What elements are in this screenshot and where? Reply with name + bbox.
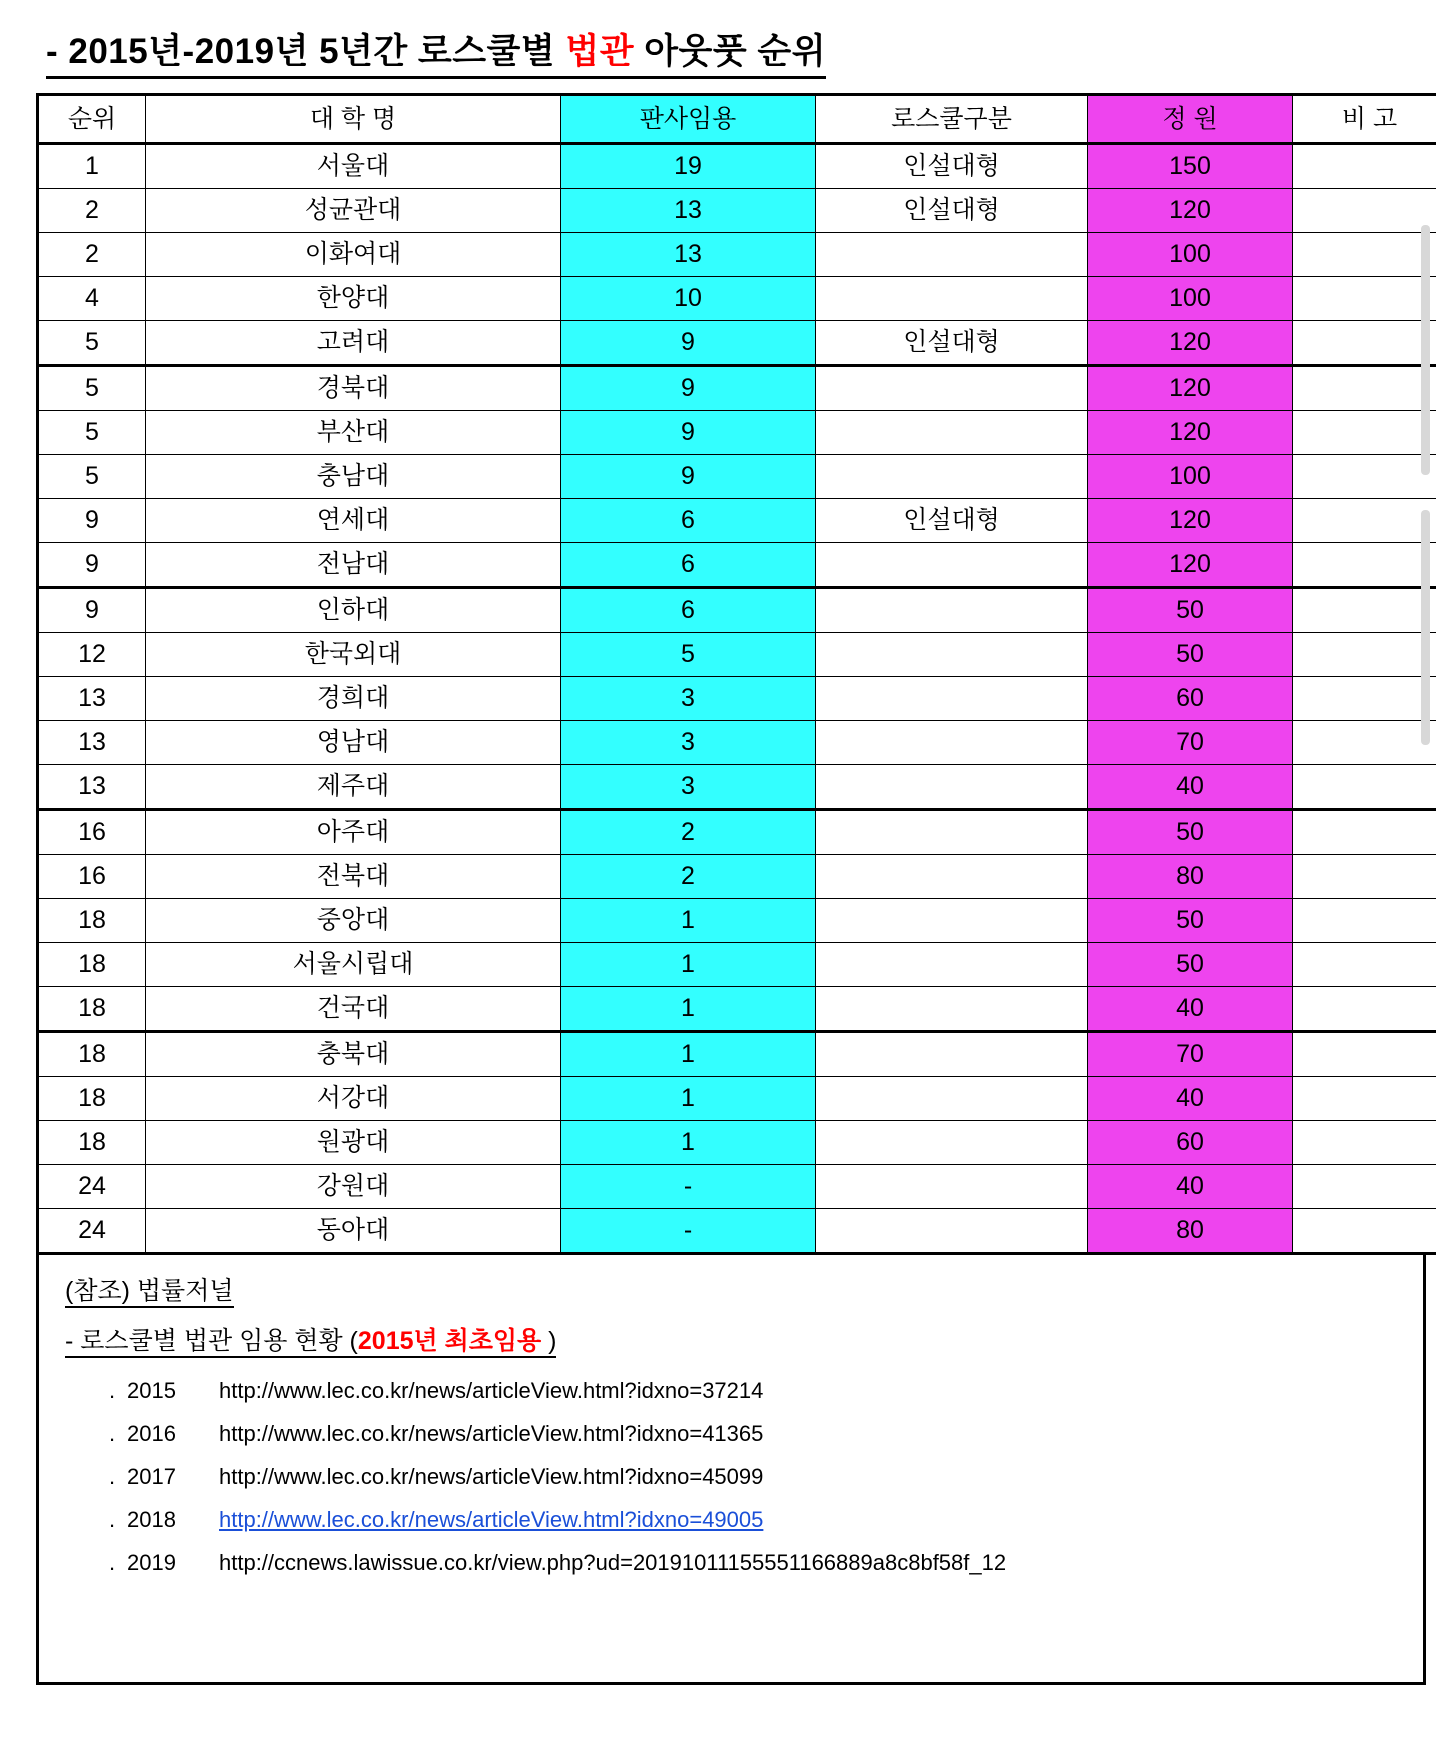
cell-judge: 9	[561, 411, 816, 455]
cell-note	[1293, 321, 1436, 366]
reference-box	[36, 1255, 1426, 1685]
cell-rank: 24	[38, 1165, 146, 1209]
cell-school-type	[816, 277, 1088, 321]
table-row	[38, 943, 1436, 987]
cell-quota: 50	[1088, 943, 1293, 987]
cell-rank: 5	[38, 455, 146, 499]
table-row	[38, 1165, 1436, 1209]
table-row	[38, 987, 1436, 1032]
cell-rank: 18	[38, 1121, 146, 1165]
cell-note	[1293, 677, 1436, 721]
cell-rank: 16	[38, 810, 146, 855]
title-prefix: - 2015년-2019년 5년간 로스쿨별	[46, 32, 566, 71]
reference-link[interactable]: http://ccnews.lawissue.co.kr/view.php?ud=20191011155551166889a8c8bf58f_12	[219, 1550, 1007, 1575]
cell-judge: -	[561, 1165, 816, 1209]
cell-note	[1293, 943, 1436, 987]
cell-school-type	[816, 543, 1088, 588]
document-title	[18, 14, 1418, 93]
reference-link[interactable]: http://www.lec.co.kr/news/articleView.html?idxno=41365	[219, 1421, 764, 1446]
cell-quota: 100	[1088, 455, 1293, 499]
header-school-type: 로스쿨구분	[816, 95, 1088, 144]
cell-university: 원광대	[146, 1121, 561, 1165]
cell-school-type	[816, 899, 1088, 943]
cell-school-type	[816, 987, 1088, 1032]
cell-judge: 2	[561, 855, 816, 899]
cell-university: 경북대	[146, 366, 561, 411]
cell-note	[1293, 144, 1436, 189]
cell-note	[1293, 1032, 1436, 1077]
reference-subtitle-highlight: 2015년 최초임용	[358, 1327, 541, 1358]
cell-university: 영남대	[146, 721, 561, 765]
page-title	[46, 24, 826, 79]
cell-quota: 50	[1088, 899, 1293, 943]
title-suffix: 아웃풋 순위	[634, 32, 827, 71]
cell-university: 이화여대	[146, 233, 561, 277]
table-row	[38, 588, 1436, 633]
cell-note	[1293, 633, 1436, 677]
link-year: 2017	[127, 1464, 176, 1489]
cell-university: 경희대	[146, 677, 561, 721]
cell-school-type	[816, 1165, 1088, 1209]
title-highlight: 법관	[565, 32, 635, 71]
table-row	[38, 1209, 1436, 1254]
cell-rank: 18	[38, 899, 146, 943]
cell-school-type	[816, 233, 1088, 277]
reference-link[interactable]: http://www.lec.co.kr/news/articleView.html?idxno=37214	[219, 1378, 764, 1403]
cell-school-type: 인설대형	[816, 321, 1088, 366]
header-quota: 정 원	[1088, 95, 1293, 144]
table-row	[38, 411, 1436, 455]
cell-quota: 120	[1088, 189, 1293, 233]
cell-judge: 19	[561, 144, 816, 189]
cell-university: 건국대	[146, 987, 561, 1032]
cell-note	[1293, 543, 1436, 588]
cell-quota: 150	[1088, 144, 1293, 189]
cell-rank: 2	[38, 189, 146, 233]
cell-university: 전남대	[146, 543, 561, 588]
reference-link-list	[39, 1369, 1423, 1584]
table-row	[38, 455, 1436, 499]
cell-university: 연세대	[146, 499, 561, 543]
cell-note	[1293, 455, 1436, 499]
cell-note	[1293, 1121, 1436, 1165]
cell-note	[1293, 899, 1436, 943]
cell-rank: 24	[38, 1209, 146, 1254]
list-item	[109, 1412, 1423, 1455]
cell-university: 전북대	[146, 855, 561, 899]
cell-judge: 9	[561, 455, 816, 499]
table-row	[38, 1077, 1436, 1121]
table-row	[38, 810, 1436, 855]
table-row	[38, 321, 1436, 366]
table-row	[38, 1032, 1436, 1077]
reference-subtitle-prefix: - 로스쿨별 법관 임용 현황 (	[65, 1327, 358, 1358]
cell-quota: 60	[1088, 1121, 1293, 1165]
table-row	[38, 189, 1436, 233]
cell-judge: 1	[561, 943, 816, 987]
cell-judge: 6	[561, 499, 816, 543]
cell-university: 충남대	[146, 455, 561, 499]
table-row	[38, 721, 1436, 765]
cell-university: 서강대	[146, 1077, 561, 1121]
cell-rank: 18	[38, 943, 146, 987]
table-body	[38, 144, 1436, 1254]
cell-judge: 2	[561, 810, 816, 855]
cell-school-type	[816, 588, 1088, 633]
cell-quota: 40	[1088, 1165, 1293, 1209]
cell-judge: 3	[561, 721, 816, 765]
law-school-rank-table	[36, 93, 1436, 1255]
header-note: 비 고	[1293, 95, 1436, 144]
table-row	[38, 233, 1436, 277]
cell-quota: 40	[1088, 765, 1293, 810]
cell-rank: 2	[38, 233, 146, 277]
cell-school-type	[816, 943, 1088, 987]
table-row	[38, 899, 1436, 943]
cell-quota: 120	[1088, 321, 1293, 366]
table-row	[38, 633, 1436, 677]
cell-rank: 13	[38, 765, 146, 810]
reference-link[interactable]: http://www.lec.co.kr/news/articleView.html?idxno=45099	[219, 1464, 764, 1489]
cell-quota: 50	[1088, 633, 1293, 677]
cell-university: 고려대	[146, 321, 561, 366]
cell-university: 강원대	[146, 1165, 561, 1209]
cell-university: 성균관대	[146, 189, 561, 233]
cell-rank: 13	[38, 677, 146, 721]
cell-quota: 120	[1088, 366, 1293, 411]
cell-judge: 1	[561, 899, 816, 943]
cell-quota: 120	[1088, 499, 1293, 543]
scroll-artifact-bottom	[1421, 510, 1430, 745]
reference-link[interactable]: http://www.lec.co.kr/news/articleView.html?idxno=49005	[219, 1507, 764, 1532]
cell-judge: 13	[561, 189, 816, 233]
table-head	[38, 95, 1436, 144]
cell-judge: 1	[561, 1077, 816, 1121]
cell-university: 아주대	[146, 810, 561, 855]
cell-quota: 70	[1088, 721, 1293, 765]
cell-university: 중앙대	[146, 899, 561, 943]
table-row	[38, 366, 1436, 411]
cell-judge: 1	[561, 987, 816, 1032]
cell-quota: 50	[1088, 588, 1293, 633]
cell-school-type	[816, 633, 1088, 677]
cell-school-type: 인설대형	[816, 189, 1088, 233]
cell-rank: 5	[38, 321, 146, 366]
cell-university: 한국외대	[146, 633, 561, 677]
table-row	[38, 499, 1436, 543]
cell-judge: 13	[561, 233, 816, 277]
cell-judge: 9	[561, 321, 816, 366]
cell-quota: 70	[1088, 1032, 1293, 1077]
table-row	[38, 277, 1436, 321]
bullet-dot: .	[109, 1421, 116, 1446]
cell-rank: 9	[38, 543, 146, 588]
cell-quota: 40	[1088, 987, 1293, 1032]
cell-school-type	[816, 1077, 1088, 1121]
cell-quota: 120	[1088, 411, 1293, 455]
cell-school-type	[816, 455, 1088, 499]
link-year: 2016	[127, 1421, 176, 1446]
cell-rank: 18	[38, 1077, 146, 1121]
cell-note	[1293, 810, 1436, 855]
table-row	[38, 765, 1436, 810]
cell-university: 서울시립대	[146, 943, 561, 987]
cell-school-type: 인설대형	[816, 144, 1088, 189]
table-row	[38, 144, 1436, 189]
cell-rank: 9	[38, 588, 146, 633]
cell-note	[1293, 1165, 1436, 1209]
cell-judge: 9	[561, 366, 816, 411]
cell-rank: 18	[38, 987, 146, 1032]
bullet-dot: .	[109, 1378, 116, 1403]
cell-university: 동아대	[146, 1209, 561, 1254]
cell-quota: 80	[1088, 855, 1293, 899]
link-year: 2019	[127, 1550, 176, 1575]
cell-judge: 10	[561, 277, 816, 321]
list-item	[109, 1369, 1423, 1412]
cell-quota: 60	[1088, 677, 1293, 721]
cell-rank: 16	[38, 855, 146, 899]
cell-judge: 6	[561, 543, 816, 588]
cell-judge: 3	[561, 765, 816, 810]
cell-note	[1293, 411, 1436, 455]
reference-subtitle-suffix: )	[541, 1327, 556, 1358]
cell-quota: 80	[1088, 1209, 1293, 1254]
cell-note	[1293, 765, 1436, 810]
cell-university: 인하대	[146, 588, 561, 633]
reference-wrapper	[18, 1255, 1418, 1685]
cell-school-type	[816, 366, 1088, 411]
cell-rank: 5	[38, 366, 146, 411]
link-year: 2015	[127, 1378, 176, 1403]
cell-note	[1293, 588, 1436, 633]
reference-source	[39, 1265, 1423, 1311]
link-year: 2018	[127, 1507, 176, 1532]
cell-rank: 4	[38, 277, 146, 321]
cell-school-type	[816, 677, 1088, 721]
cell-quota: 100	[1088, 233, 1293, 277]
cell-rank: 1	[38, 144, 146, 189]
bullet-dot: .	[109, 1507, 116, 1532]
cell-judge: 5	[561, 633, 816, 677]
bullet-dot: .	[109, 1464, 116, 1489]
cell-note	[1293, 987, 1436, 1032]
reference-source-label: (참조) 법률저널	[65, 1277, 234, 1308]
cell-rank: 12	[38, 633, 146, 677]
table-header-row	[38, 95, 1436, 144]
cell-quota: 50	[1088, 810, 1293, 855]
cell-quota: 120	[1088, 543, 1293, 588]
cell-note	[1293, 499, 1436, 543]
cell-school-type	[816, 1121, 1088, 1165]
cell-note	[1293, 233, 1436, 277]
cell-school-type	[816, 1209, 1088, 1254]
cell-note	[1293, 1077, 1436, 1121]
cell-school-type	[816, 765, 1088, 810]
cell-school-type	[816, 721, 1088, 765]
table-row	[38, 677, 1436, 721]
cell-judge: 1	[561, 1121, 816, 1165]
cell-rank: 9	[38, 499, 146, 543]
cell-school-type	[816, 1032, 1088, 1077]
scroll-artifact-top	[1421, 225, 1430, 475]
cell-rank: 18	[38, 1032, 146, 1077]
bullet-dot: .	[109, 1550, 116, 1575]
header-university: 대 학 명	[146, 95, 561, 144]
header-rank: 순위	[38, 95, 146, 144]
cell-university: 한양대	[146, 277, 561, 321]
cell-judge: 3	[561, 677, 816, 721]
cell-note	[1293, 1209, 1436, 1254]
cell-rank: 5	[38, 411, 146, 455]
cell-university: 서울대	[146, 144, 561, 189]
cell-note	[1293, 189, 1436, 233]
cell-university: 제주대	[146, 765, 561, 810]
list-item	[109, 1455, 1423, 1498]
cell-judge: -	[561, 1209, 816, 1254]
cell-quota: 40	[1088, 1077, 1293, 1121]
cell-note	[1293, 855, 1436, 899]
cell-quota: 100	[1088, 277, 1293, 321]
header-judge-appointments: 판사임용	[561, 95, 816, 144]
list-item	[109, 1541, 1423, 1584]
cell-note	[1293, 277, 1436, 321]
cell-school-type	[816, 810, 1088, 855]
cell-university: 충북대	[146, 1032, 561, 1077]
table-row	[38, 855, 1436, 899]
reference-subtitle	[39, 1311, 1423, 1363]
cell-note	[1293, 721, 1436, 765]
cell-school-type	[816, 411, 1088, 455]
list-item	[109, 1498, 1423, 1541]
cell-judge: 6	[561, 588, 816, 633]
cell-school-type	[816, 855, 1088, 899]
rank-table-wrapper	[18, 93, 1418, 1255]
cell-note	[1293, 366, 1436, 411]
table-row	[38, 543, 1436, 588]
cell-school-type: 인설대형	[816, 499, 1088, 543]
cell-rank: 13	[38, 721, 146, 765]
cell-university: 부산대	[146, 411, 561, 455]
cell-judge: 1	[561, 1032, 816, 1077]
table-row	[38, 1121, 1436, 1165]
